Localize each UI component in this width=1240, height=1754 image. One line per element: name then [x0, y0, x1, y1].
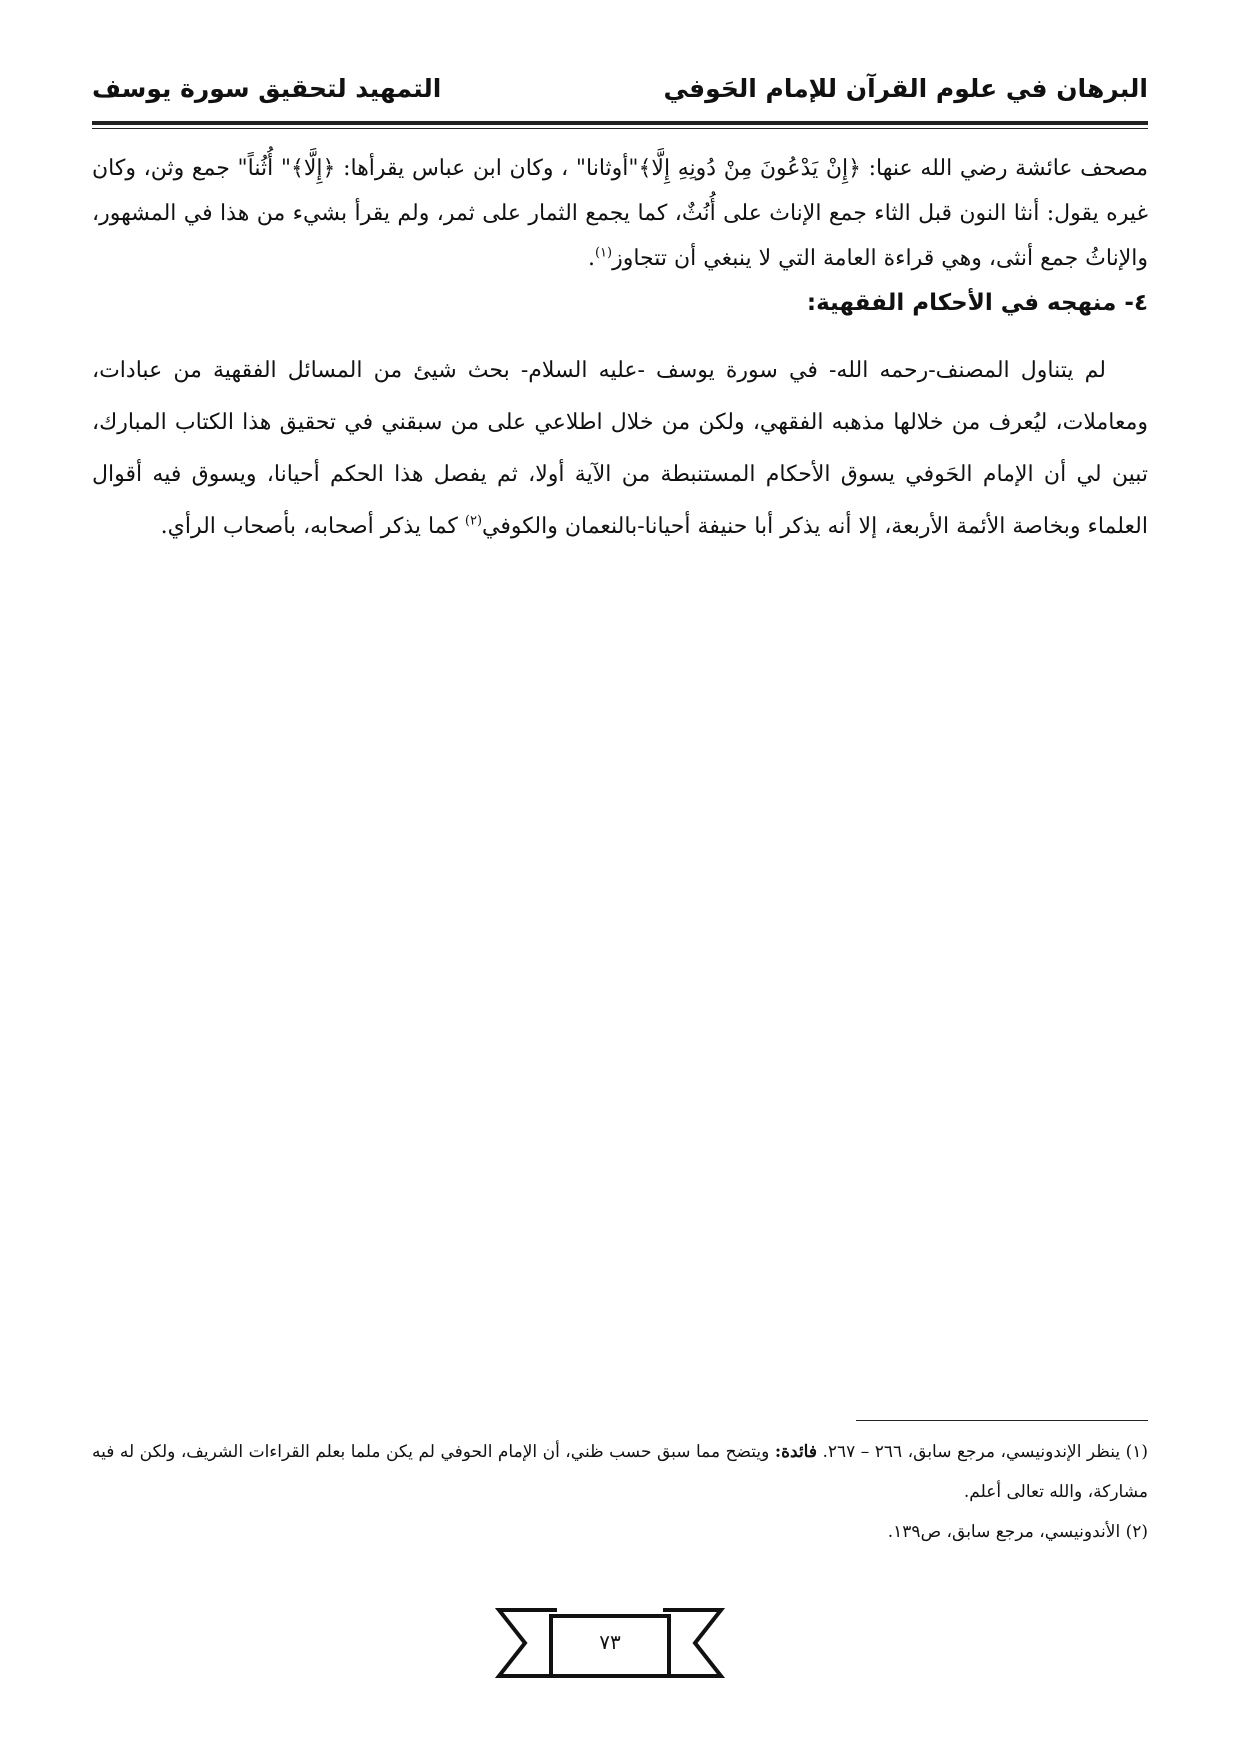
header-rule-thick: [92, 121, 1148, 125]
footnote-ref-1[interactable]: (١): [594, 245, 613, 261]
paragraph-line: الثمار على ثمر، ولم يقرأ بشيء من هذا في المشهور، والإناثُ جمع أنثى، وهي قراءة العامة التي لا: [92, 201, 1148, 271]
paragraph-line: ﴿إِلَّا﴾" أُثُناً" جمع وثن، وكان غيره يقول: أنثا النون قبل الثاء جمع الإناث على أُنُثٌ، كما يجمع: [92, 156, 1148, 226]
footnotes: [92, 1432, 1148, 1552]
footnote-1: [92, 1432, 1148, 1512]
body-text: [92, 146, 1148, 553]
book-title: البرهان في علوم القرآن للإمام الحَوفي: [663, 74, 1148, 103]
footnote-ref-2[interactable]: (٢): [464, 513, 483, 529]
paragraph-text: لم يتناول المصنف-رحمه الله- في سورة يوسف -عليه السلام- بحث شيئ من المسائل الفقهية من عبادات، ومعاملات، ليُعرف من خلالها مذهبه الفقهي، ولكن من خلال اطلاعي على من سبقني في تحقيق هذا الكتاب المبارك، تبين لي أن الإمام الحَوفي يسوق الأحكام المستنبطة من الآية أولا، ثم يفصل هذا الحكم أحيانا، ويسوق فيه أقوال العلماء وبخاصة الأئمة الأربعة، إلا أنه يذكر أبا حنيفة أحيانا-بالنعمان والكوفي: [92, 358, 1148, 539]
paragraph-line-text: ينبغي أن تتجاوز: [612, 246, 752, 271]
footnote-1-text: (١) ينظر الإندونيسي، مرجع سابق، ٢٦٦ – ٢٦٧.: [817, 1442, 1149, 1462]
header-rule-thin: [92, 128, 1148, 129]
paragraph-line-last: [588, 246, 752, 271]
paragraph-quranic-readings: [92, 146, 1148, 281]
footnote-1-label: فائدة:: [774, 1442, 817, 1462]
section-heading: ٤- منهجه في الأحكام الفقهية:: [806, 290, 1148, 316]
footnote-1-text-end: ويتضح مما سبق حسب ظني، أن الإمام الحوفي لم يكن ملما بعلم القراءات الشريف، ولكن له فيه مشاركة، والله تعالى أعلم.: [92, 1442, 1148, 1502]
page-number: ٧٣: [599, 1630, 621, 1654]
chapter-title: التمهيد لتحقيق سورة يوسف: [92, 74, 442, 103]
paragraph-line: مصحف عائشة رضي الله عنها: ﴿إِنْ يَدْعُونَ مِنْ دُونِهِ إِلَّا﴾"أوثانا" ، وكان ابن عباس يقرأها:: [343, 156, 1149, 181]
paragraph-fiqh-method: [92, 345, 1148, 553]
footnote-2: (٢) الأندونيسي، مرجع سابق، ص١٣٩.: [887, 1522, 1148, 1542]
paragraph-text-end: كما يذكر أصحابه، بأصحاب الرأي.: [160, 514, 465, 539]
running-header: [92, 74, 1148, 114]
footnote-separator: [856, 1420, 1148, 1421]
paragraph-end: .: [587, 246, 595, 271]
